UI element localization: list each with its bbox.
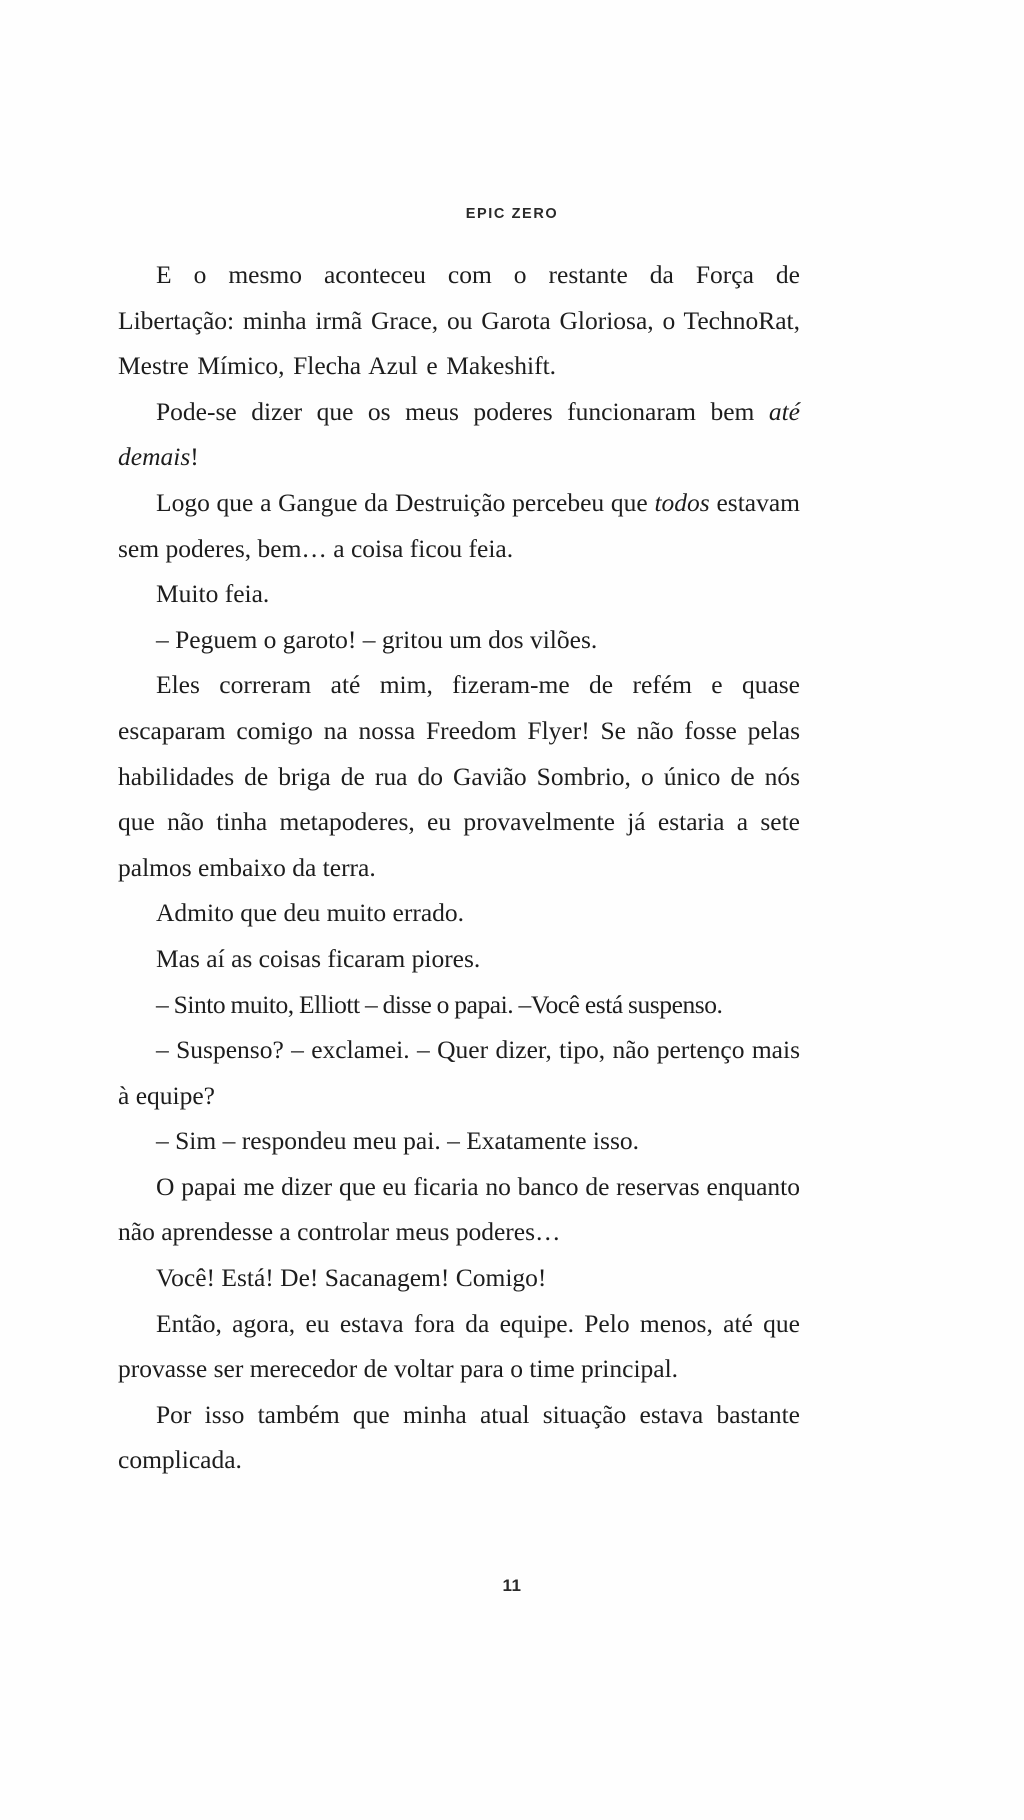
text-run: ! [190,442,199,472]
body-paragraph [118,480,800,571]
italic-run: todos [654,487,710,517]
body-paragraph [118,1255,800,1301]
running-head: EPIC ZERO [465,206,559,222]
text-run: Por isso também que minha atual situação estava bastante complicada. [118,1399,800,1475]
text-run: O papai me dizer que eu ficaria no banco de reservas enquanto não aprendesse a controlar meus poderes… [118,1171,800,1247]
text-run: Admito que deu muito errado. [156,898,465,928]
body-paragraph [118,1118,800,1164]
body-paragraph [118,982,800,1028]
body-paragraph [118,936,800,982]
text-run: Muito feia. [156,579,270,609]
body-paragraph [118,1392,800,1483]
text-run: Pode-se dizer que os meus poderes funcionaram bem [156,396,769,426]
body-paragraph [118,890,800,936]
body-paragraph [118,1164,800,1255]
text-run: Eles correram até mim, fizeram-me de refém e quase escaparam comigo na nossa Freedom Flyer! Se não fosse pelas habilidades de briga de rua do Gavião Sombrio, o único de nós que não tinha metapoderes, eu provavelmente já estaria a sete palmos embaixo da terra. [118,670,800,882]
text-run: – Suspenso? – exclamei. – Quer dizer, tipo, não pertenço mais à equipe? [118,1035,800,1110]
body-text-block [118,252,800,1483]
text-run: Você! Está! De! Sacanagem! Comigo! [156,1263,547,1293]
text-run: E o mesmo aconteceu com o restante da Força de Libertação: minha irmã Grace, ou Garota Gloriosa, o TechnoRat, Mestre Mímico, Flecha Azul e Makeshift. [118,260,800,381]
text-run: – Peguem o garoto! – gritou um dos vilões. [156,624,598,654]
body-paragraph [118,389,800,480]
text-run: Então, agora, eu estava fora da equipe. Pelo menos, até que provasse ser merecedor de voltar para o time principal. [118,1308,800,1384]
text-run: – Sim – respondeu meu pai. – Exatamente isso. [156,1126,639,1156]
italic-run: até demais [118,396,800,472]
page-number: 11 [502,1576,522,1595]
body-paragraph [118,252,800,389]
text-run: – Sinto muito, Elliott – disse o papai. –Você está suspenso. [156,989,723,1019]
body-paragraph [118,571,800,617]
body-paragraph [118,617,800,663]
text-run: Mas aí as coisas ficaram piores. [156,943,481,973]
body-paragraph [118,1301,800,1392]
text-run: Logo que a Gangue da Destruição percebeu que [156,487,655,517]
body-paragraph [118,662,800,890]
body-paragraph [118,1027,800,1118]
text-run: estavam sem poderes, bem… a coisa ficou feia. [118,487,800,563]
